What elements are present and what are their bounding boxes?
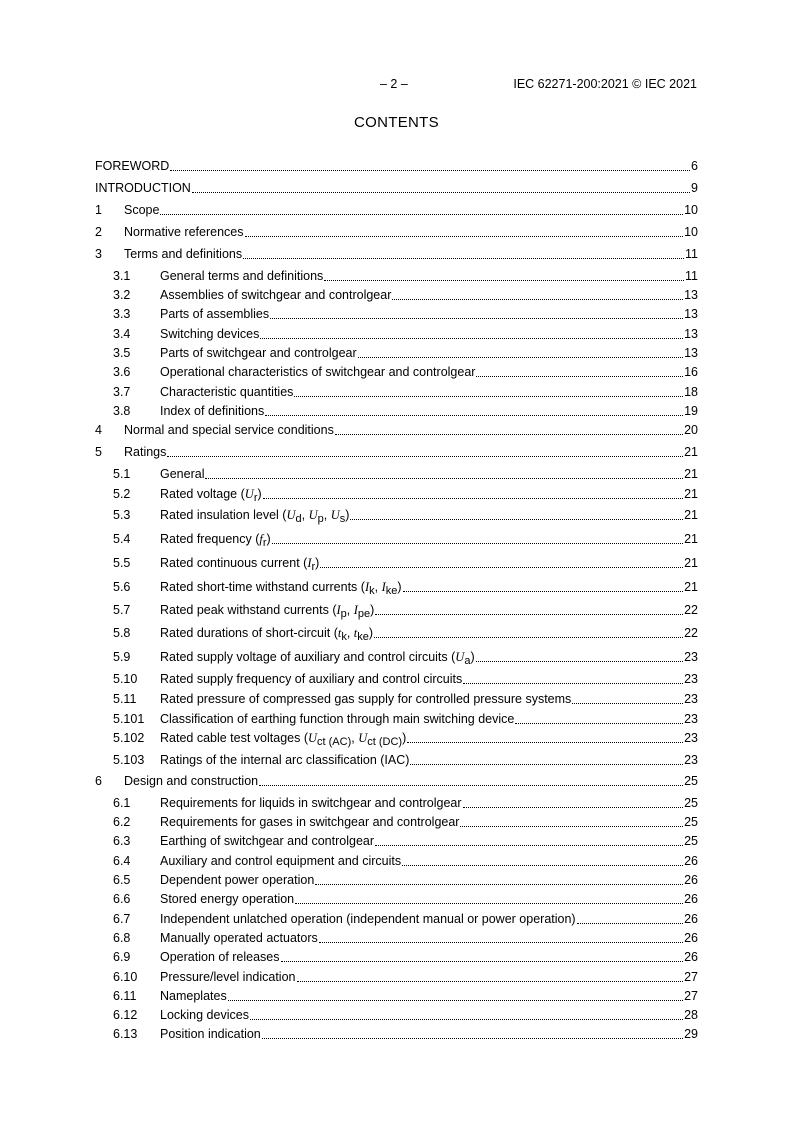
page-title: CONTENTS <box>354 114 439 131</box>
toc-section-number: 5.8 <box>113 626 131 640</box>
toc-section-number: 5.6 <box>113 580 131 594</box>
toc-entry[interactable] <box>95 650 698 665</box>
toc-page-number: 11 <box>685 247 698 261</box>
toc-page-number: 21 <box>684 508 698 522</box>
math-subscript: r <box>311 561 316 573</box>
toc-entry-title: Independent unlatched operation (independent manual or power operation) <box>160 912 576 926</box>
toc-entry[interactable] <box>95 912 698 927</box>
toc-entry-title: Rated voltage $(U_r)$ <box>160 487 262 504</box>
toc-page-number: 26 <box>684 912 698 926</box>
toc-page-number: 29 <box>684 1027 698 1041</box>
toc-entry[interactable] <box>95 346 698 361</box>
dot-leader <box>319 942 683 943</box>
toc-entry-title: FOREWORD <box>95 159 170 173</box>
toc-page-number: 21 <box>684 556 698 570</box>
toc-page-number: 27 <box>684 970 698 984</box>
math-subscript: ke <box>357 631 369 643</box>
toc-section-number: 6.6 <box>113 892 131 906</box>
toc-page-number: 13 <box>684 307 698 321</box>
toc-section-number: 3.6 <box>113 365 131 379</box>
dot-leader <box>294 396 683 397</box>
toc-page-number: 25 <box>684 834 698 848</box>
toc-entry[interactable] <box>95 508 698 523</box>
toc-page-number: 11 <box>685 269 698 283</box>
toc-section-number: 6.10 <box>113 970 138 984</box>
toc-entry[interactable] <box>95 532 698 547</box>
math-symbol: t <box>353 626 358 640</box>
toc-entry[interactable] <box>95 672 698 687</box>
toc-entry[interactable] <box>95 423 698 438</box>
math-subscript: s <box>339 513 346 525</box>
toc-entry-title: Normal and special service conditions <box>124 423 334 437</box>
toc-entry-title: Pressure/level indication <box>160 970 296 984</box>
toc-entry[interactable] <box>95 796 698 811</box>
toc-section-number: 5.4 <box>113 532 131 546</box>
toc-section-number: 6.7 <box>113 912 131 926</box>
dot-leader <box>265 415 683 416</box>
toc-entry-title: Characteristic quantities <box>160 385 294 399</box>
dot-leader <box>250 1019 683 1020</box>
math-symbol: U <box>330 508 340 522</box>
toc-section-number: 6.12 <box>113 1008 138 1022</box>
toc-section-number: 6.4 <box>113 854 131 868</box>
toc-entry[interactable] <box>95 327 698 342</box>
toc-page-number: 23 <box>684 650 698 664</box>
toc-section-number: 6.2 <box>113 815 131 829</box>
toc-entry[interactable] <box>95 487 698 502</box>
toc-entry[interactable] <box>95 556 698 571</box>
toc-entry-title: Classification of earthing function through main switching device <box>160 712 515 726</box>
toc-section-number: 5.9 <box>113 650 131 664</box>
toc-page-number: 23 <box>684 692 698 706</box>
toc-entry-title: Parts of switchgear and controlgear <box>160 346 357 360</box>
dot-leader <box>320 567 683 568</box>
dot-leader <box>410 764 683 765</box>
toc-entry[interactable] <box>95 247 698 262</box>
toc-entry[interactable] <box>95 892 698 907</box>
dot-leader <box>374 637 683 638</box>
toc-section-number: 6.9 <box>113 950 131 964</box>
toc-page-number: 28 <box>684 1008 698 1022</box>
toc-section-number: 5.2 <box>113 487 131 501</box>
toc-entry-title: Operation of releases <box>160 950 280 964</box>
toc-entry-title: Design and construction <box>124 774 259 788</box>
toc-page-number: 21 <box>684 580 698 594</box>
toc-entry[interactable] <box>95 288 698 303</box>
math-subscript: pe <box>357 608 371 620</box>
toc-entry-title: Rated durations of short-circuit ($t_k$, $t_{ke}$) <box>160 626 374 643</box>
toc-section-number: 2 <box>95 225 102 239</box>
toc-page-number: 21 <box>684 487 698 501</box>
toc-section-number: 5.5 <box>113 556 131 570</box>
toc-entry[interactable] <box>95 203 698 218</box>
toc-section-number: 3 <box>95 247 102 261</box>
dot-leader <box>170 170 690 171</box>
toc-page-number: 10 <box>684 203 698 217</box>
toc-page-number: 13 <box>684 327 698 341</box>
toc-page-number: 6 <box>691 159 698 173</box>
toc-page-number: 21 <box>684 467 698 481</box>
dot-leader <box>350 519 683 520</box>
math-symbol: f <box>259 532 263 546</box>
toc-entry[interactable] <box>95 989 698 1004</box>
dot-leader <box>228 1000 683 1001</box>
dot-leader <box>262 1038 683 1039</box>
page-number: – 2 – <box>380 77 408 91</box>
math-symbol: I <box>307 556 312 570</box>
document-reference: IEC 62271-200:2021 © IEC 2021 <box>513 77 697 91</box>
toc-page-number: 18 <box>684 385 698 399</box>
toc-entry[interactable] <box>95 712 698 727</box>
toc-entry-title: Nameplates <box>160 989 227 1003</box>
math-symbol: U <box>244 487 254 501</box>
toc-section-number: 3.8 <box>113 404 131 418</box>
toc-entry-title: Index of definitions <box>160 404 265 418</box>
math-symbol: U <box>286 508 296 522</box>
toc-page-number: 25 <box>684 774 698 788</box>
toc-page-number: 20 <box>684 423 698 437</box>
toc-entry-title: Ratings <box>124 445 167 459</box>
toc-entry[interactable] <box>95 307 698 322</box>
toc-entry-title: Position indication <box>160 1027 261 1041</box>
dot-leader <box>297 981 684 982</box>
math-symbol: U <box>358 731 368 745</box>
toc-entry[interactable] <box>95 385 698 400</box>
toc-page-number: 25 <box>684 796 698 810</box>
toc-page-number: 26 <box>684 854 698 868</box>
dot-leader <box>295 903 683 904</box>
toc-page-number: 22 <box>684 603 698 617</box>
dot-leader <box>577 923 684 924</box>
toc-page-number: 26 <box>684 950 698 964</box>
toc-entry-title: Operational characteristics of switchgear and controlgear <box>160 365 476 379</box>
math-symbol: U <box>308 731 318 745</box>
dot-leader <box>167 456 683 457</box>
dot-leader <box>324 280 684 281</box>
math-subscript: ke <box>385 585 398 597</box>
toc-entry-title: Ratings of the internal arc classification (IAC) <box>160 753 410 767</box>
toc-entry[interactable] <box>95 753 698 768</box>
toc-section-number: 5.1 <box>113 467 131 481</box>
toc-entry-title: Normative references <box>124 225 244 239</box>
toc-entry-title: Dependent power operation <box>160 873 315 887</box>
toc-page-number: 26 <box>684 873 698 887</box>
toc-section-number: 6.5 <box>113 873 131 887</box>
dot-leader <box>375 614 683 615</box>
dot-leader <box>263 498 683 499</box>
math-subscript: k <box>369 585 375 597</box>
toc-section-number: 5.3 <box>113 508 131 522</box>
toc-entry[interactable] <box>95 580 698 595</box>
math-symbol: I <box>381 580 386 594</box>
toc-section-number: 4 <box>95 423 102 437</box>
toc-entry-title: Rated cable test voltages ($U_{ct (AC)}$, $U_{ct (DC)}$) <box>160 731 407 748</box>
toc-entry[interactable] <box>95 365 698 380</box>
toc-page-number: 21 <box>684 532 698 546</box>
dot-leader <box>460 826 683 827</box>
dot-leader <box>515 723 683 724</box>
toc-section-number: 3.5 <box>113 346 131 360</box>
toc-entry-title: Scope <box>124 203 160 217</box>
toc-entry[interactable] <box>95 931 698 946</box>
math-subscript: r <box>253 492 258 504</box>
toc-page-number: 19 <box>684 404 698 418</box>
toc-entry[interactable] <box>95 181 698 196</box>
math-subscript: p <box>340 608 347 620</box>
toc-entry-title: Rated supply frequency of auxiliary and control circuits <box>160 672 463 686</box>
toc-page-number: 10 <box>684 225 698 239</box>
toc-entry[interactable] <box>95 970 698 985</box>
toc-section-number: 6 <box>95 774 102 788</box>
dot-leader <box>463 683 683 684</box>
toc-entry[interactable] <box>95 159 698 174</box>
toc-section-number: 5.103 <box>113 753 145 767</box>
toc-entry[interactable] <box>95 626 698 641</box>
toc-section-number: 6.8 <box>113 931 131 945</box>
toc-section-number: 3.1 <box>113 269 131 283</box>
toc-section-number: 5.101 <box>113 712 145 726</box>
dot-leader <box>243 258 684 259</box>
dot-leader <box>572 703 683 704</box>
toc-entry[interactable] <box>95 1008 698 1023</box>
math-symbol: I <box>364 580 370 594</box>
dot-leader <box>245 236 684 237</box>
toc-page-number: 16 <box>684 365 698 379</box>
toc-entry[interactable] <box>95 225 698 240</box>
toc-page-number: 23 <box>684 731 698 745</box>
dot-leader <box>476 376 683 377</box>
math-subscript: r <box>262 537 267 549</box>
math-subscript: a <box>464 655 471 667</box>
math-symbol: I <box>336 603 341 617</box>
toc-page-number: 9 <box>691 181 698 195</box>
toc-section-number: 6.11 <box>113 989 137 1003</box>
dot-leader <box>402 865 683 866</box>
dot-leader <box>260 338 683 339</box>
toc-section-number: 6.3 <box>113 834 131 848</box>
toc-page-number: 13 <box>684 288 698 302</box>
toc-entry-title: Rated pressure of compressed gas supply for controlled pressure systems <box>160 692 572 706</box>
toc-entry-title: General <box>160 467 205 481</box>
toc-entry-title: Requirements for gases in switchgear and controlgear <box>160 815 460 829</box>
toc-section-number: 6.13 <box>113 1027 138 1041</box>
toc-entry-title: Auxiliary and control equipment and circuits <box>160 854 402 868</box>
toc-entry[interactable] <box>95 467 698 482</box>
toc-entry[interactable] <box>95 269 698 284</box>
dot-leader <box>192 192 690 193</box>
math-symbol: U <box>308 508 318 522</box>
toc-entry-title: Rated frequency $(f_r)$ <box>160 532 271 549</box>
toc-entry-title: Stored energy operation <box>160 892 295 906</box>
toc-entry-title: General terms and definitions <box>160 269 324 283</box>
toc-entry[interactable] <box>95 834 698 849</box>
dot-leader <box>315 884 683 885</box>
dot-leader <box>272 543 683 544</box>
toc-entry[interactable] <box>95 445 698 460</box>
toc-entry[interactable] <box>95 873 698 888</box>
toc-section-number: 5.7 <box>113 603 131 617</box>
toc-section-number: 3.7 <box>113 385 131 399</box>
toc-entry-title: Assemblies of switchgear and controlgear <box>160 288 392 302</box>
math-symbol: U <box>455 650 465 664</box>
toc-page-number: 25 <box>684 815 698 829</box>
toc-page-number: 13 <box>684 346 698 360</box>
toc-entry-title: INTRODUCTION <box>95 181 191 195</box>
toc-entry-title: Locking devices <box>160 1008 249 1022</box>
toc-entry-title: Requirements for liquids in switchgear and controlgear <box>160 796 462 810</box>
toc-section-number: 5.10 <box>113 672 138 686</box>
dot-leader <box>403 591 684 592</box>
toc-section-number: 5 <box>95 445 102 459</box>
page-header <box>0 77 793 93</box>
toc-page-number: 27 <box>684 989 698 1003</box>
toc-page-number: 26 <box>684 931 698 945</box>
toc-entry-title: Earthing of switchgear and controlgear <box>160 834 375 848</box>
dot-leader <box>281 961 684 962</box>
dot-leader <box>407 742 683 743</box>
toc-entry-title: Rated insulation level ($U_d$, $U_p$, $U_s$) <box>160 508 350 525</box>
dot-leader <box>335 434 683 435</box>
toc-entry[interactable] <box>95 950 698 965</box>
dot-leader <box>476 661 683 662</box>
toc-entry-title: Rated short-time withstand currents ($I_k$, $I_{ke}$) <box>160 580 402 597</box>
dot-leader <box>375 845 683 846</box>
toc-page-number: 23 <box>684 753 698 767</box>
dot-leader <box>358 357 683 358</box>
dot-leader <box>259 785 683 786</box>
math-symbol: t <box>337 626 342 640</box>
dot-leader <box>463 807 684 808</box>
toc-page-number: 23 <box>684 712 698 726</box>
math-subscript: ct (DC) <box>367 736 403 748</box>
toc-entry-title: Rated supply voltage of auxiliary and control circuits $(U_a)$ <box>160 650 475 667</box>
dot-leader <box>205 478 683 479</box>
dot-leader <box>160 214 683 215</box>
toc-entry[interactable] <box>95 692 698 707</box>
toc-section-number: 5.102 <box>113 731 145 745</box>
math-subscript: ct (AC) <box>317 736 352 748</box>
toc-section-number: 3.4 <box>113 327 131 341</box>
toc-section-number: 3.2 <box>113 288 131 302</box>
toc-page-number: 22 <box>684 626 698 640</box>
toc-entry[interactable] <box>95 854 698 869</box>
toc-section-number: 6.1 <box>113 796 131 810</box>
toc-entry-title: Rated continuous current $(I_r)$ <box>160 556 320 573</box>
toc-entry-title: Rated peak withstand currents ($I_p$, $I_{pe}$) <box>160 603 375 620</box>
toc-section-number: 5.11 <box>113 692 137 706</box>
math-subscript: d <box>295 513 302 525</box>
toc-entry[interactable] <box>95 774 698 789</box>
toc-entry[interactable] <box>95 1027 698 1042</box>
toc-entry[interactable] <box>95 603 698 618</box>
math-subscript: p <box>317 513 324 525</box>
toc-page-number: 21 <box>684 445 698 459</box>
toc-entry[interactable] <box>95 815 698 830</box>
toc-section-number: 1 <box>95 203 102 217</box>
toc-page-number: 26 <box>684 892 698 906</box>
math-symbol: I <box>353 603 358 617</box>
dot-leader <box>392 299 683 300</box>
toc-section-number: 3.3 <box>113 307 131 321</box>
toc-entry-title: Terms and definitions <box>124 247 243 261</box>
toc-entry-title: Switching devices <box>160 327 260 341</box>
dot-leader <box>270 318 683 319</box>
toc-entry-title: Parts of assemblies <box>160 307 270 321</box>
toc-page-number: 23 <box>684 672 698 686</box>
toc-entry[interactable] <box>95 731 698 746</box>
toc-entry[interactable] <box>95 404 698 419</box>
math-subscript: k <box>341 631 347 643</box>
toc-entry-title: Manually operated actuators <box>160 931 318 945</box>
